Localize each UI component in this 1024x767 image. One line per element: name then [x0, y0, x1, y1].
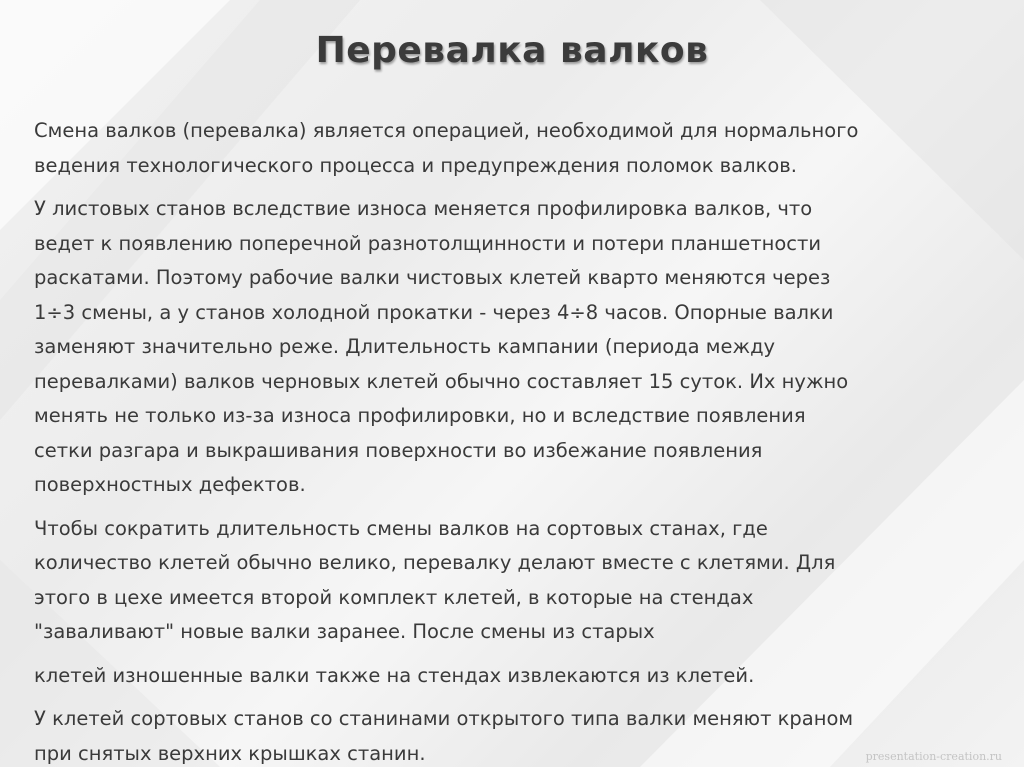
text-line: поверхностных дефектов.: [34, 473, 306, 496]
text-line: Смена валков (перевалка) является операцией, необходимой для нормального: [34, 119, 859, 142]
paragraph-section-mills: [34, 512, 994, 650]
text-line: Чтобы сократить длительность смены валков на сортовых станах, где: [34, 516, 768, 540]
slide-body: [34, 114, 994, 767]
paragraph-worn-rolls: [34, 659, 994, 694]
text-line: У клетей сортовых станов со станинами открытого типа валки меняют краном: [34, 707, 854, 730]
text-line: заменяют значительно реже. Длительность кампании (периода между: [34, 335, 776, 358]
watermark: presentation-creation.ru: [865, 750, 1002, 763]
text-line: раскатами. Поэтому рабочие валки чистовых клетей кварто меняются через: [34, 266, 831, 289]
text-line: количество клетей обычно велико, перевалку делают вместе с клетями. Для: [34, 551, 836, 574]
text-line: У листовых станов вследствие износа меняется профилировка валков, что: [34, 197, 813, 220]
text-line: "заваливают" новые валки заранее. После смены из старых: [34, 620, 655, 643]
paragraph-roll-change: [34, 114, 994, 183]
text-line: этого в цехе имеется второй комплект клетей, в которые на стендах: [34, 585, 754, 609]
paragraph-open-stands: [34, 702, 994, 767]
paragraph-sheet-mills: [34, 192, 994, 503]
text-line: 1÷3 смены, а у станов холодной прокатки - через 4÷8 часов. Опорные валки: [34, 300, 834, 324]
text-line: сетки разгара и выкрашивания поверхности во избежание появления: [34, 438, 763, 462]
text-line: клетей изношенные валки также на стендах извлекаются из клетей.: [34, 663, 755, 687]
text-line: ведения технологического процесса и предупреждения поломок валков.: [34, 153, 797, 177]
slide-title: Перевалка валков: [315, 30, 709, 71]
text-line: менять не только из-за износа профилировки, но и вследствие появления: [34, 404, 806, 427]
text-line: ведет к появлению поперечной разнотолщинности и потери планшетности: [34, 231, 822, 255]
text-line: при снятых верхних крышках станин.: [34, 741, 426, 765]
text-line: перевалками) валков черновых клетей обычно составляет 15 суток. Их нужно: [34, 369, 849, 393]
